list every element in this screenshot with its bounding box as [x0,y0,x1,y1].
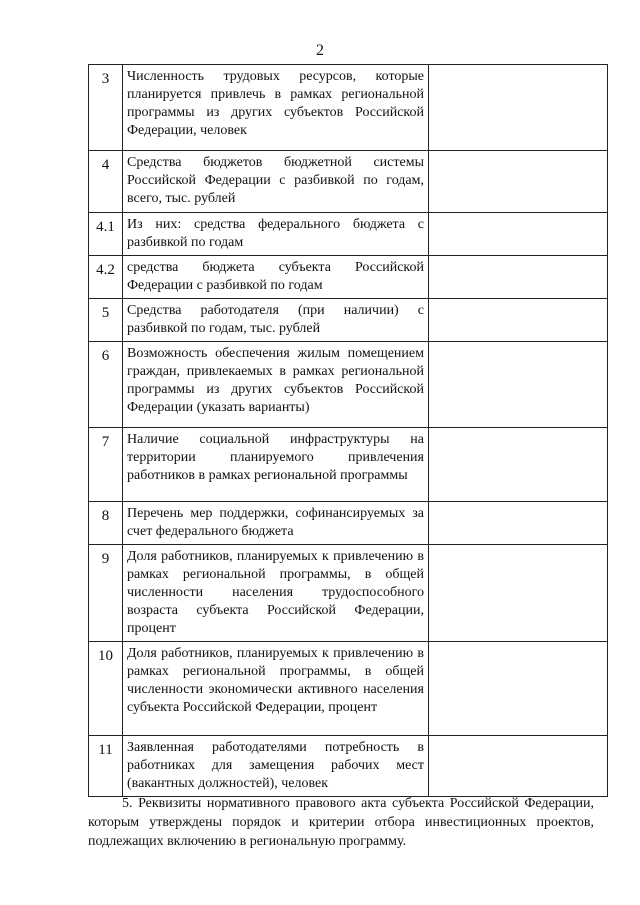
row-value-cell[interactable] [429,299,608,342]
table-row [89,151,608,213]
requirements-table [88,64,608,797]
row-number: 6 [89,342,123,428]
row-number: 3 [89,65,123,151]
row-description: средства бюджета субъекта Российской Федерации с разбивкой по годам [123,256,429,299]
row-value-cell[interactable] [429,642,608,736]
row-number: 8 [89,502,123,545]
row-description: Заявленная работодателями потребность в работниках для замещения рабочих мест (вакантных должностей), человек [123,736,429,797]
row-number: 4.2 [89,256,123,299]
row-description: Возможность обеспечения жилым помещением граждан, привлекаемых в рамках региональной программы из других субъектов Российской Федерации (указать варианты) [123,342,429,428]
row-number: 4 [89,151,123,213]
table-row [89,428,608,502]
row-value-cell[interactable] [429,256,608,299]
row-number: 9 [89,545,123,642]
table-row [89,256,608,299]
table-row [89,642,608,736]
row-description: Средства бюджетов бюджетной системы Российской Федерации с разбивкой по годам, всего, тыс. рублей [123,151,429,213]
table-row [89,65,608,151]
row-value-cell[interactable] [429,342,608,428]
table-row [89,736,608,797]
row-description: Перечень мер поддержки, софинансируемых за счет федерального бюджета [123,502,429,545]
row-value-cell[interactable] [429,545,608,642]
row-value-cell[interactable] [429,736,608,797]
table-row [89,299,608,342]
row-value-cell[interactable] [429,213,608,256]
footer-paragraph: 5. Реквизиты нормативного правового акта субъекта Российской Федерации, которым утверждены порядок и критерии отбора инвестиционных проектов, подлежащих включению в региональную программу. [88,796,594,849]
row-value-cell[interactable] [429,151,608,213]
row-description: Численность трудовых ресурсов, которые планируется привлечь в рамках региональной программы из других субъектов Российской Федерации, человек [123,65,429,151]
table-row [89,342,608,428]
row-description: Доля работников, планируемых к привлечению в рамках региональной программы, в общей численности экономически активного населения субъекта Российской Федерации, процент [123,642,429,736]
row-number: 5 [89,299,123,342]
row-description: Средства работодателя (при наличии) с разбивкой по годам, тыс. рублей [123,299,429,342]
row-number: 11 [89,736,123,797]
row-value-cell[interactable] [429,502,608,545]
table-row [89,545,608,642]
row-number: 7 [89,428,123,502]
table-row [89,502,608,545]
row-number: 4.1 [89,213,123,256]
row-description: Доля работников, планируемых к привлечению в рамках региональной программы, в общей численности населения трудоспособного возраста субъекта Российской Федерации, процент [123,545,429,642]
row-number: 10 [89,642,123,736]
row-value-cell[interactable] [429,428,608,502]
table-body [89,65,608,797]
row-value-cell[interactable] [429,65,608,151]
row-description: Из них: средства федерального бюджета с разбивкой по годам [123,213,429,256]
row-description: Наличие социальной инфраструктуры на территории планируемого привлечения работников в рамках региональной программы [123,428,429,502]
page-number: 2 [316,42,324,59]
table-row [89,213,608,256]
